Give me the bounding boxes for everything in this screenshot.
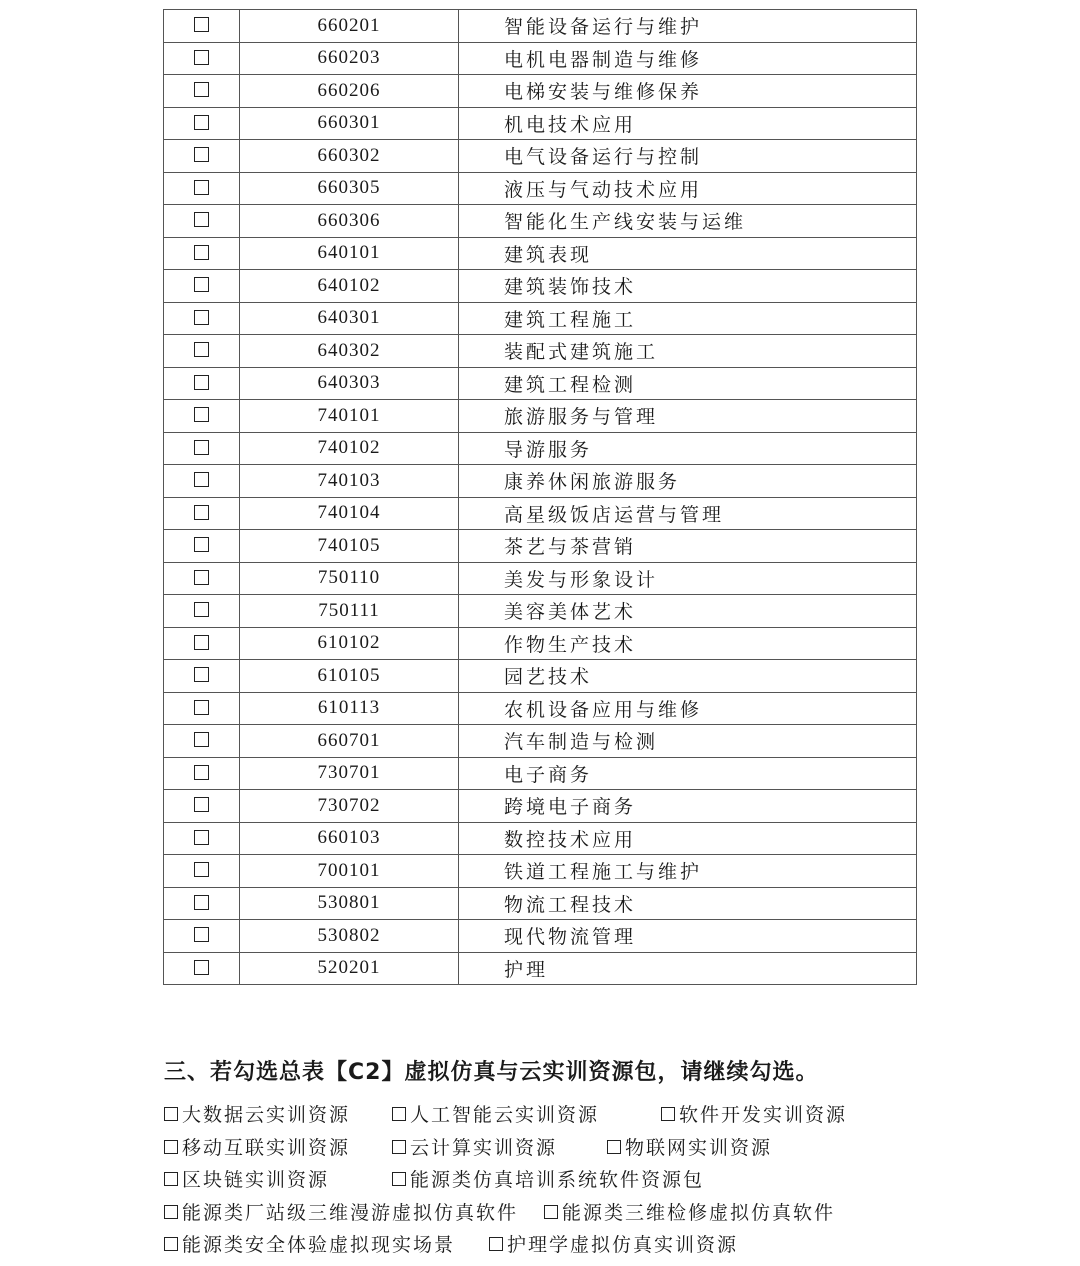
table-row xyxy=(164,237,917,270)
table-row xyxy=(164,595,917,628)
option-checkbox[interactable] xyxy=(392,1140,406,1154)
major-checkbox[interactable] xyxy=(194,115,209,130)
table-row xyxy=(164,75,917,108)
checkbox-cell xyxy=(164,497,240,530)
option-label: 能源类安全体验虚拟现实场景 xyxy=(182,1234,456,1256)
table-row xyxy=(164,367,917,400)
option-label: 人工智能云实训资源 xyxy=(410,1104,600,1126)
major-checkbox[interactable] xyxy=(194,830,209,845)
major-name: 电机电器制造与维修 xyxy=(459,42,917,75)
major-code: 750111 xyxy=(240,595,459,628)
major-checkbox[interactable] xyxy=(194,310,209,325)
major-checkbox[interactable] xyxy=(194,635,209,650)
table-row xyxy=(164,335,917,368)
checkbox-cell xyxy=(164,595,240,628)
checkbox-cell xyxy=(164,530,240,563)
major-checkbox[interactable] xyxy=(194,732,209,747)
checkbox-cell xyxy=(164,432,240,465)
major-code: 740102 xyxy=(240,432,459,465)
table-row xyxy=(164,10,917,43)
major-name: 旅游服务与管理 xyxy=(459,400,917,433)
checkbox-cell xyxy=(164,562,240,595)
resource-option[interactable] xyxy=(489,1230,738,1257)
major-checkbox[interactable] xyxy=(194,602,209,617)
checkbox-cell xyxy=(164,42,240,75)
table-row xyxy=(164,302,917,335)
resource-option[interactable] xyxy=(164,1100,350,1127)
checkbox-cell xyxy=(164,822,240,855)
major-code: 740101 xyxy=(240,400,459,433)
major-name: 美容美体艺术 xyxy=(459,595,917,628)
checkbox-cell xyxy=(164,140,240,173)
major-checkbox[interactable] xyxy=(194,212,209,227)
major-code: 660305 xyxy=(240,172,459,205)
major-code: 610113 xyxy=(240,692,459,725)
major-checkbox[interactable] xyxy=(194,505,209,520)
option-checkbox[interactable] xyxy=(164,1140,178,1154)
resource-option[interactable] xyxy=(544,1198,835,1225)
table-row xyxy=(164,497,917,530)
option-label: 护理学虚拟仿真实训资源 xyxy=(507,1234,739,1256)
major-checkbox[interactable] xyxy=(194,50,209,65)
table-row xyxy=(164,920,917,953)
table-row xyxy=(164,42,917,75)
resource-option[interactable] xyxy=(392,1133,557,1160)
table-row xyxy=(164,660,917,693)
major-checkbox[interactable] xyxy=(194,797,209,812)
table-row xyxy=(164,725,917,758)
table-row xyxy=(164,822,917,855)
table-row xyxy=(164,562,917,595)
major-checkbox[interactable] xyxy=(194,82,209,97)
major-checkbox[interactable] xyxy=(194,147,209,162)
checkbox-cell xyxy=(164,692,240,725)
option-label: 能源类仿真培训系统软件资源包 xyxy=(410,1169,705,1191)
major-name: 电子商务 xyxy=(459,757,917,790)
major-checkbox[interactable] xyxy=(194,472,209,487)
resource-option[interactable] xyxy=(392,1100,599,1127)
major-code: 660203 xyxy=(240,42,459,75)
major-checkbox[interactable] xyxy=(194,277,209,292)
major-name: 机电技术应用 xyxy=(459,107,917,140)
major-checkbox[interactable] xyxy=(194,927,209,942)
checkbox-cell xyxy=(164,855,240,888)
table-row xyxy=(164,757,917,790)
major-name: 康养休闲旅游服务 xyxy=(459,465,917,498)
table-row xyxy=(164,952,917,985)
major-code: 660206 xyxy=(240,75,459,108)
resource-option[interactable] xyxy=(392,1165,704,1192)
major-name: 美发与形象设计 xyxy=(459,562,917,595)
option-checkbox[interactable] xyxy=(489,1237,503,1251)
option-label: 云计算实训资源 xyxy=(410,1137,558,1159)
major-checkbox[interactable] xyxy=(194,180,209,195)
major-name: 装配式建筑施工 xyxy=(459,335,917,368)
checkbox-cell xyxy=(164,10,240,43)
table-row xyxy=(164,107,917,140)
option-checkbox[interactable] xyxy=(164,1205,178,1219)
table-row xyxy=(164,205,917,238)
table-row xyxy=(164,790,917,823)
major-code: 530801 xyxy=(240,887,459,920)
resource-option[interactable] xyxy=(661,1100,847,1127)
table-row xyxy=(164,270,917,303)
major-name: 汽车制造与检测 xyxy=(459,725,917,758)
checkbox-cell xyxy=(164,887,240,920)
option-row xyxy=(164,1133,884,1161)
major-code: 640301 xyxy=(240,302,459,335)
major-checkbox[interactable] xyxy=(194,537,209,552)
major-code: 610105 xyxy=(240,660,459,693)
option-label: 能源类厂站级三维漫游虚拟仿真软件 xyxy=(182,1202,519,1224)
checkbox-cell xyxy=(164,920,240,953)
major-name: 电梯安装与维修保养 xyxy=(459,75,917,108)
option-row xyxy=(164,1165,884,1193)
option-row xyxy=(164,1100,884,1128)
major-checkbox[interactable] xyxy=(194,960,209,975)
major-checkbox[interactable] xyxy=(194,245,209,260)
resource-option[interactable] xyxy=(607,1133,772,1160)
major-name: 现代物流管理 xyxy=(459,920,917,953)
checkbox-cell xyxy=(164,400,240,433)
major-code: 740103 xyxy=(240,465,459,498)
major-name: 铁道工程施工与维护 xyxy=(459,855,917,888)
option-checkbox[interactable] xyxy=(164,1172,178,1186)
option-label: 物联网实训资源 xyxy=(625,1137,773,1159)
major-name: 建筑装饰技术 xyxy=(459,270,917,303)
table-row xyxy=(164,172,917,205)
option-label: 能源类三维检修虚拟仿真软件 xyxy=(562,1202,836,1224)
major-selection-table xyxy=(163,9,917,985)
major-name: 智能设备运行与维护 xyxy=(459,10,917,43)
major-code: 660302 xyxy=(240,140,459,173)
major-code: 660306 xyxy=(240,205,459,238)
checkbox-cell xyxy=(164,335,240,368)
checkbox-cell xyxy=(164,725,240,758)
option-checkbox[interactable] xyxy=(607,1140,621,1154)
major-code: 740104 xyxy=(240,497,459,530)
major-code: 640303 xyxy=(240,367,459,400)
major-code: 520201 xyxy=(240,952,459,985)
checkbox-cell xyxy=(164,465,240,498)
major-checkbox[interactable] xyxy=(194,17,209,32)
option-row xyxy=(164,1230,884,1258)
checkbox-cell xyxy=(164,172,240,205)
major-checkbox[interactable] xyxy=(194,570,209,585)
major-code: 640102 xyxy=(240,270,459,303)
option-label: 大数据云实训资源 xyxy=(182,1104,351,1126)
option-label: 区块链实训资源 xyxy=(182,1169,330,1191)
major-name: 数控技术应用 xyxy=(459,822,917,855)
table-row xyxy=(164,400,917,433)
resource-option[interactable] xyxy=(164,1133,350,1160)
option-checkbox[interactable] xyxy=(392,1107,406,1121)
table-row xyxy=(164,627,917,660)
major-code: 730701 xyxy=(240,757,459,790)
major-code: 730702 xyxy=(240,790,459,823)
major-name: 智能化生产线安装与运维 xyxy=(459,205,917,238)
section-heading: 三、若勾选总表【C2】虚拟仿真与云实训资源包，请继续勾选。 xyxy=(164,1060,819,1085)
major-code: 700101 xyxy=(240,855,459,888)
major-name: 建筑工程施工 xyxy=(459,302,917,335)
checkbox-cell xyxy=(164,302,240,335)
checkbox-cell xyxy=(164,790,240,823)
major-checkbox[interactable] xyxy=(194,375,209,390)
option-checkbox[interactable] xyxy=(544,1205,558,1219)
major-name: 物流工程技术 xyxy=(459,887,917,920)
checkbox-cell xyxy=(164,952,240,985)
option-checkbox[interactable] xyxy=(392,1172,406,1186)
major-code: 660201 xyxy=(240,10,459,43)
major-name: 建筑工程检测 xyxy=(459,367,917,400)
major-code: 660701 xyxy=(240,725,459,758)
major-checkbox[interactable] xyxy=(194,667,209,682)
checkbox-cell xyxy=(164,627,240,660)
major-code: 610102 xyxy=(240,627,459,660)
major-code: 740105 xyxy=(240,530,459,563)
major-code: 640302 xyxy=(240,335,459,368)
major-code: 750110 xyxy=(240,562,459,595)
major-checkbox[interactable] xyxy=(194,895,209,910)
table-row xyxy=(164,432,917,465)
major-checkbox[interactable] xyxy=(194,862,209,877)
checkbox-cell xyxy=(164,237,240,270)
table-row xyxy=(164,855,917,888)
major-name: 护理 xyxy=(459,952,917,985)
option-checkbox[interactable] xyxy=(164,1107,178,1121)
resource-option[interactable] xyxy=(164,1198,518,1225)
checkbox-cell xyxy=(164,107,240,140)
major-name: 液压与气动技术应用 xyxy=(459,172,917,205)
major-name: 导游服务 xyxy=(459,432,917,465)
checkbox-cell xyxy=(164,757,240,790)
checkbox-cell xyxy=(164,205,240,238)
major-checkbox[interactable] xyxy=(194,407,209,422)
major-name: 建筑表现 xyxy=(459,237,917,270)
resource-option[interactable] xyxy=(164,1230,455,1257)
option-label: 软件开发实训资源 xyxy=(679,1104,848,1126)
major-code: 660103 xyxy=(240,822,459,855)
major-code: 530802 xyxy=(240,920,459,953)
checkbox-cell xyxy=(164,270,240,303)
major-name: 跨境电子商务 xyxy=(459,790,917,823)
option-checkbox[interactable] xyxy=(164,1237,178,1251)
table-row xyxy=(164,692,917,725)
table-row xyxy=(164,140,917,173)
option-checkbox[interactable] xyxy=(661,1107,675,1121)
major-checkbox[interactable] xyxy=(194,440,209,455)
table-row xyxy=(164,530,917,563)
checkbox-cell xyxy=(164,367,240,400)
major-name: 园艺技术 xyxy=(459,660,917,693)
checkbox-cell xyxy=(164,660,240,693)
major-name: 高星级饭店运营与管理 xyxy=(459,497,917,530)
checkbox-cell xyxy=(164,75,240,108)
option-label: 移动互联实训资源 xyxy=(182,1137,351,1159)
major-name: 农机设备应用与维修 xyxy=(459,692,917,725)
major-name: 作物生产技术 xyxy=(459,627,917,660)
major-code: 640101 xyxy=(240,237,459,270)
option-row xyxy=(164,1198,884,1226)
major-checkbox[interactable] xyxy=(194,765,209,780)
major-name: 茶艺与茶营销 xyxy=(459,530,917,563)
resource-option[interactable] xyxy=(164,1165,329,1192)
major-code: 660301 xyxy=(240,107,459,140)
major-table-body xyxy=(164,10,917,985)
major-name: 电气设备运行与控制 xyxy=(459,140,917,173)
major-checkbox[interactable] xyxy=(194,700,209,715)
table-row xyxy=(164,465,917,498)
major-checkbox[interactable] xyxy=(194,342,209,357)
table-row xyxy=(164,887,917,920)
